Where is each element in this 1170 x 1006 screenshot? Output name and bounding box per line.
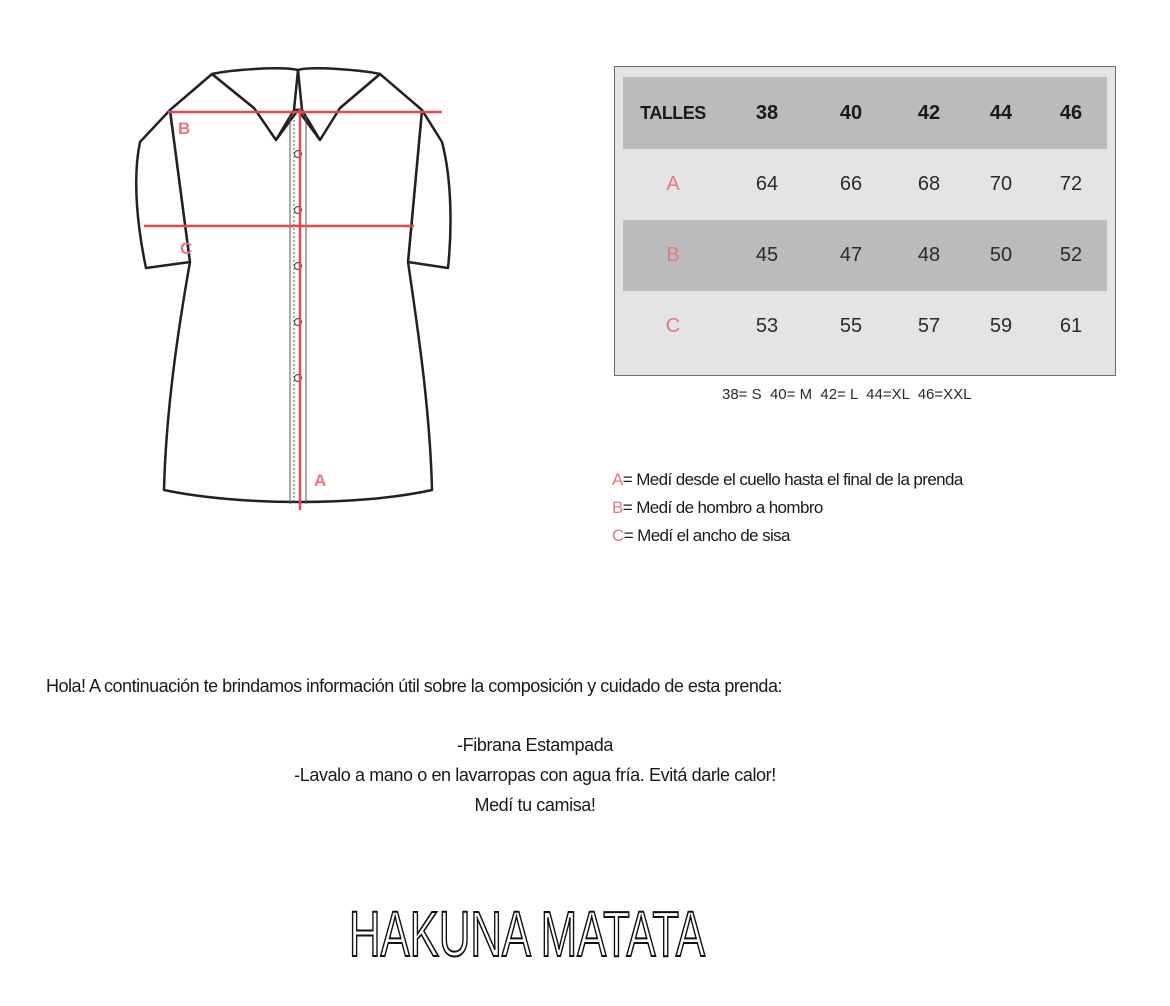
legend-letter: C [612, 526, 624, 545]
care-line-fabric: -Fibrana Estampada [457, 735, 613, 755]
legend-item-a [612, 466, 963, 494]
header-cell: 40 [811, 77, 891, 149]
table-cell: 61 [1059, 315, 1083, 337]
care-line-wash: -Lavalo a mano o en lavarropas con agua fría. Evitá darle calor! [294, 765, 776, 785]
table-cell: 72 [1059, 173, 1083, 195]
table-cell: 48 [891, 220, 967, 291]
table-row [623, 149, 1107, 220]
table-cell: 68 [917, 173, 941, 195]
table-cell: 52 [1035, 220, 1107, 291]
table-cell: 57 [917, 315, 941, 337]
diagram-label-b: B [178, 119, 191, 138]
brand-name: HAKUNA MATATA [349, 898, 706, 970]
row-label: A [666, 173, 680, 195]
diagram-label-c: C [180, 239, 193, 258]
size-equivalences: 38= S 40= M 42= L 44=XL 46=XXL [722, 386, 972, 403]
table-cell: 50 [967, 220, 1035, 291]
row-label: C [665, 315, 681, 337]
diagram-label-a: A [314, 471, 327, 490]
legend-letter: B [612, 498, 623, 517]
legend-item-c [612, 522, 963, 550]
shirt-diagram [40, 30, 560, 550]
table-cell: 66 [839, 173, 863, 195]
size-table-grid [623, 77, 1107, 362]
header-cell: 46 [1035, 77, 1107, 149]
header-cell: TALLES [623, 77, 723, 149]
table-row [623, 220, 1107, 291]
table-cell: 64 [755, 173, 779, 195]
table-cell: 53 [755, 315, 779, 337]
shirt-body [164, 74, 432, 502]
table-cell: 45 [723, 220, 811, 291]
brand-logo [347, 876, 707, 970]
size-table [614, 66, 1116, 376]
care-line-measure: Medí tu camisa! [474, 795, 596, 815]
table-cell: 55 [839, 315, 863, 337]
legend-letter: A [612, 470, 623, 489]
legend-text: = Medí el ancho de sisa [623, 526, 790, 545]
legend-item-b [612, 494, 963, 522]
header-cell: 42 [891, 77, 967, 149]
table-cell: 59 [989, 315, 1013, 337]
legend-text: = Medí de hombro a hombro [622, 498, 823, 517]
measurement-legend [612, 466, 963, 550]
table-cell: 70 [989, 173, 1013, 195]
legend-text: = Medí desde el cuello hasta el final de la prenda [622, 470, 963, 489]
table-cell: 47 [811, 220, 891, 291]
table-header-row [623, 77, 1107, 149]
table-row [623, 291, 1107, 362]
header-cell: 38 [723, 77, 811, 149]
care-instructions [0, 730, 1070, 820]
row-label: B [623, 220, 723, 291]
header-cell: 44 [967, 77, 1035, 149]
intro-text: Hola! A continuación te brindamos información útil sobre la composición y cuidado de esta prenda: [46, 676, 782, 696]
